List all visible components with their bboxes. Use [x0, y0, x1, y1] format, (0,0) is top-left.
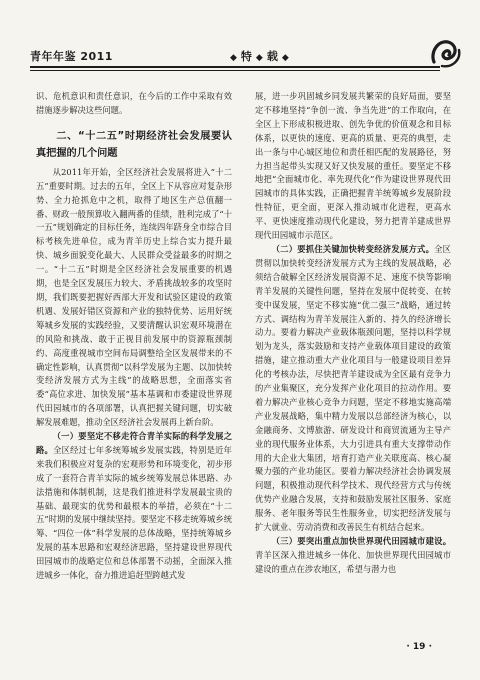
header-rule-thin: [30, 70, 440, 71]
paragraph: [255, 243, 451, 535]
diamond-icon: ◆: [255, 53, 263, 63]
diamond-icon: ◆: [230, 53, 237, 63]
journal-title: 青年年鉴 2011: [30, 50, 113, 63]
subsection-title: （二）要抓住关键加快转变经济发展方式。: [271, 243, 435, 254]
paragraph: [255, 535, 451, 577]
subsection-body: 全区经过七年多统筹城乡发展实践，特别是近年来我们积极应对复杂的宏观形势和环境变化，初步形成了一套符合青羊实际的城乡统筹发展总体思路、办法措施和体制机制，这是我们推进科学发展最宝贵的基础、最现实的优势和最根本的举措，必须在“十二五”时期的发展中继续坚持。要坚定不移走统筹城乡统筹、“四位一体”科学发展的总体战略，坚持统筹城乡发展的基本思路和宏观经济思路，坚持建设世界现代田园城市的战略定位和总体部署不动摇，全面深入推进城乡一体化，奋力推进追赶型跨越式发: [36, 444, 232, 581]
subsection-body: 全区贯彻以加快转变经济发展方式为主线的发展战略，必须结合破解全区经济发展资源不足、速度不快等影响青羊发展的关键性问题，坚持在发展中促转变、在转变中谋发展，坚定不移实施“优二强三”战略，通过转方式、调结构为青羊发展注入新的、持久的经济增长动力。要着力解决产业载体瓶颈问题，坚持以科学规划为龙头，落实鼓励和支持产业载体项目建设的政策措施，建立推动重大产业化项目与一般建设项目差异化的考核办法，尽快把青羊建设成为全区最有竞争力的产业集聚区，充分发挥产业化项目的拉动作用。要着力解决产业核心竞争力问题，坚定不移地实施高端产业发展战略，集中精力发展以总部经济为核心，以金融商务、文博旅游、研发设计和商贸流通为主导产业的现代服务业体系，大力引进具有重大支撑带动作用的大企业大集团，培育打造产业关联度高、核心凝聚力强的产业功能区。要着力解决经济社会协调发展问题，积极推动现代科学技术、现代经营方式与传统优势产业融合发展，支持和鼓励发展社区服务、家庭服务、老年服务等民生性服务业，切实把经济发展与扩大就业、劳动消费和改善民生有机结合起来。: [255, 243, 451, 533]
header-rule: [30, 66, 440, 68]
right-column: [255, 90, 451, 577]
section-char-1: 特: [240, 50, 252, 63]
subsection-title: （一）要坚定不移走符合青羊实际的科学发展之路。: [36, 431, 232, 455]
page-header: [30, 46, 462, 68]
subsection-body: 青羊区深入推进城乡一体化、加快世界现代田园城市建设的重点在涉农地区，希望与潜力也: [255, 549, 451, 574]
paragraph: 从2011年开始，全区经济社会发展将进入“十二五”重要时期。过去的五年，全区上下从容应对复杂形势、全力抢抓危中之机，取得了地区生产总值翻一番、财政一般预算收入翻两番的佳绩，胜利完成了“十一五”规划确定的目标任务，连续四年跻身全市综合目标考核先进单位，成为青羊历史上综合实力提升最快、城乡面貌变化最大、人民群众受益最多的时期之一。“十二五”时期是全区经济社会发展重要的机遇期，也是全区发展压力较大、矛盾挑战较多的攻坚时期，我们既要把握好西部大开发和试验区建设的政策机遇、发展好错区资源和产业的独特优势、运用好统筹城乡发展的实践经验，又要清醒认识宏观环境潜在的风险和挑战、敢于正视目前发展中的资源瓶颈制约、高度重视城市空间布局调整给全区发展带来的不确定性影响，认真贯彻“以科学发展为主题、以加快转变经济发展方式为主线”的战略思想，全面落实省委“高位求进、加快发展”基本基调和市委建设世界现代田园城市的各项部署，认真把握关键问题，切实破解发展难题，推动全区经济社会发展再上新台阶。: [36, 166, 232, 428]
page-number: · 19 ·: [406, 642, 432, 652]
paragraph: 展，进一步巩固城乡同发展共繁荣的良好局面，要坚定不移地坚持“争创一流、争当先进”的工作取向，在全区上下形成积极进取、创先争优的价值观念和目标体系，以更快的速度、更高的质量、更亮的典型，走出一条与中心城区地位和责任相匹配的发展路径，努力担当起带头实现又好又快发展的重任。要坚定不移地把“全面城市化、率先现代化”作为建设世界现代田园城市的具体实践，正确把握青羊统筹城乡发展阶段性特征，更全面，更深入推动城市化进程，更高水平、更快速度推动现代化建设，努力把青羊建成世界现代田园城市示范区。: [255, 91, 451, 241]
section-char-2: 载: [266, 50, 278, 63]
swirl-logo-icon: [428, 36, 462, 70]
paragraph: [36, 430, 232, 583]
section-heading: 二、“十二五”时期经济社会发展要认真把握的几个问题: [36, 130, 232, 159]
diamond-icon: ◆: [281, 53, 289, 63]
paragraph: 识、危机意识和责任意识，在今后的工作中采取有效措施逐步解决这些问题。: [36, 91, 232, 115]
left-column: [36, 90, 232, 583]
subsection-title: （三）要突出重点加快世界现代田园城市建设。: [271, 536, 451, 546]
section-label: [226, 48, 293, 64]
